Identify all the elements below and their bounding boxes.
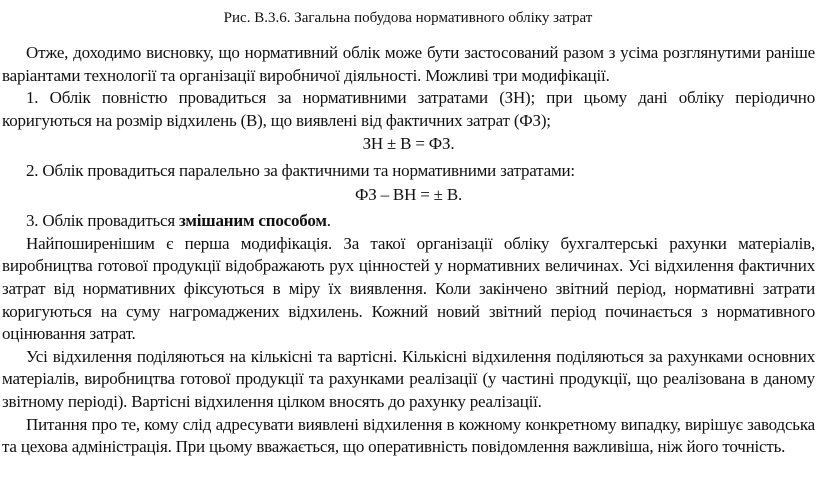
responsibility-paragraph: Питання про те, кому слід адресувати виявлені відхилення в кожному конкретному випадку, вирішує заводська та цехова адміністрація. При цьому вважається, що оперативність повідомлення важливіша, ніж його точність.	[2, 414, 815, 457]
formula-2: ФЗ – ВН = ± В.	[354, 184, 463, 204]
document-body	[2, 42, 815, 459]
intro-paragraph: Отже, доходимо висновку, що нормативний облік може бути застосований разом з усіма розглянутими раніше варіантами технології та організації виробничої діяльності. Можливі три модифікації.	[2, 43, 815, 85]
deviations-paragraph: Усі відхилення поділяються на кількісні та вартісні. Кількісні відхилення поділяються за рахунками основних матеріалів, виробництва готової продукції та рахунками реалізації (у частині продукції, що реалізована в даному звітному періоді). Вартісні відхилення цілком вносять до рахунку реалізації.	[2, 346, 815, 411]
modification-item-3	[2, 210, 815, 233]
item-3-suffix: .	[326, 211, 331, 231]
item-3-prefix: 3. Облік провадиться	[26, 211, 180, 231]
modification-item-1: 1. Облік повністю провадиться за нормативними затратами (ЗН); при цьому дані обліку періодично коригуються на розмір відхилень (В), що виявлені від фактичних затрат (ФЗ);	[2, 88, 815, 130]
formula-1: ЗН ± В = ФЗ.	[362, 134, 455, 154]
item-3-bold-term: змішаним способом	[179, 211, 327, 231]
modification-item-2: 2. Облік провадиться паралельно за фактичними та нормативними затратами:	[26, 160, 575, 180]
figure-caption: Рис. В.3.6. Загальна побудова нормативного обліку затрат	[223, 10, 593, 26]
most-common-paragraph: Найпоширенішим є перша модифікація. За такої організації обліку бухгалтерські рахунки матеріалів, виробництва готової продукції відображають рух цінностей у нормативних величинах. Усі відхилення фактичних затрат від нормативних фіксуються в міру їх виявлення. Коли закінчено звітний період, нормативні затрати коригуються на суму нагромаджених відхилень. Кожний новий звітний період починається з нормативного оцінювання затрат.	[2, 233, 815, 344]
